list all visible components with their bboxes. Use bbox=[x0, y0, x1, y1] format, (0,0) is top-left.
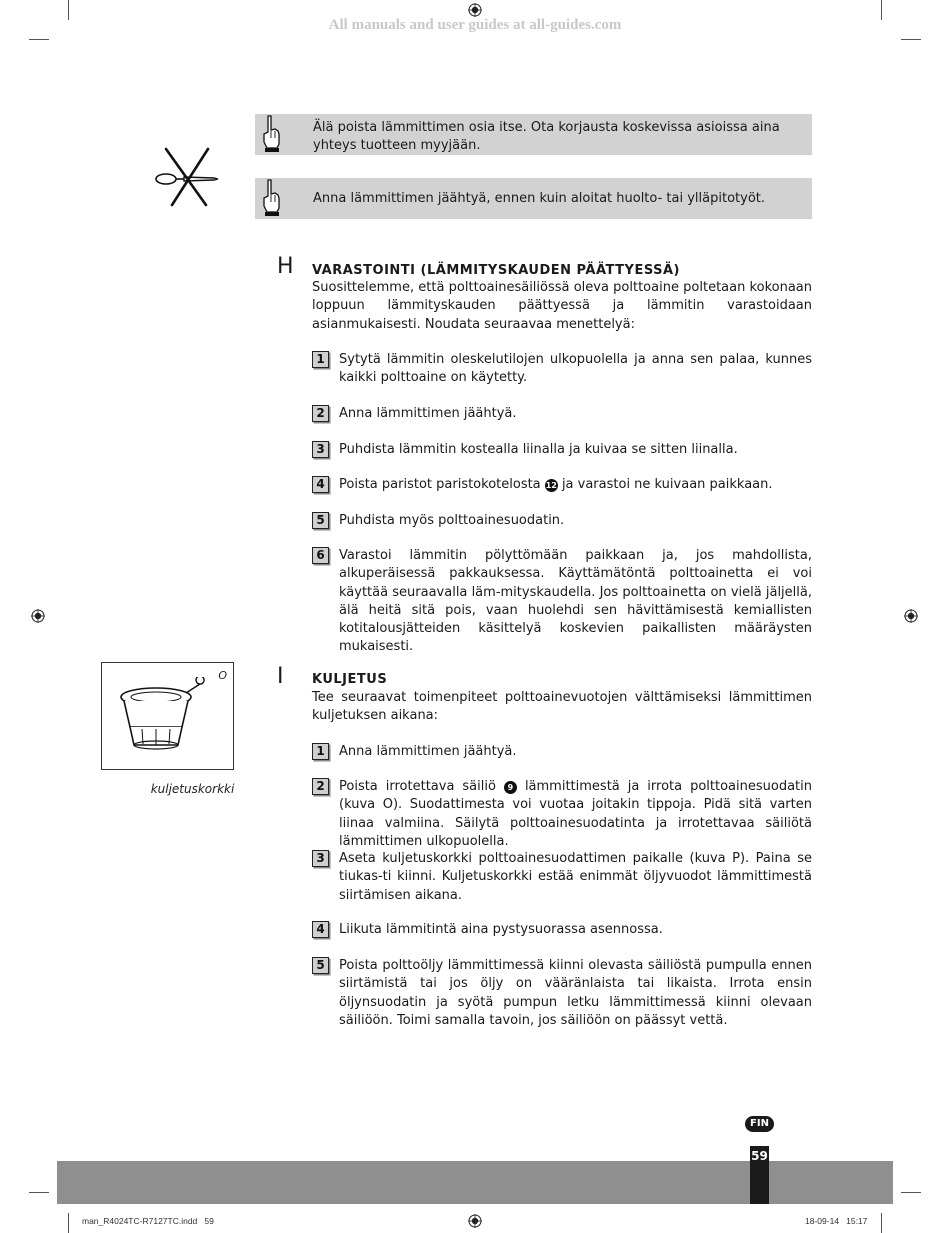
crop-mark bbox=[881, 1213, 882, 1233]
step-number: 3 bbox=[312, 441, 329, 458]
print-slug-file: man_R4024TC-R7127TC.indd 59 bbox=[82, 1216, 214, 1226]
crop-mark bbox=[29, 1192, 49, 1193]
pointing-hand-icon bbox=[259, 114, 283, 154]
step-number: 3 bbox=[312, 850, 329, 867]
pointing-hand-icon bbox=[259, 178, 283, 218]
step-number: 6 bbox=[312, 547, 329, 564]
step-text: Puhdista myös polttoainesuodatin. bbox=[339, 513, 565, 528]
step-text: Anna lämmittimen jäähtyä. bbox=[339, 406, 517, 421]
crop-mark bbox=[68, 1213, 69, 1233]
transport-cap-icon bbox=[116, 677, 212, 761]
step-number: 1 bbox=[312, 743, 329, 760]
notice-text: Älä poista lämmittimen osia itse. Ota korjausta koskevissa asioissa aina yhteys tuotteen myyjään. bbox=[313, 120, 780, 153]
step-number: 2 bbox=[312, 778, 329, 795]
print-slug-date: 18-09-14 15:17 bbox=[805, 1216, 868, 1226]
step-text: Liikuta lämmitintä aina pystysuorassa asennossa. bbox=[339, 922, 663, 937]
registration-mark-icon bbox=[31, 609, 45, 623]
language-badge: FIN bbox=[745, 1116, 774, 1132]
section-title: VARASTOINTI (LÄMMITYSKAUDEN PÄÄTTYESSÄ) bbox=[312, 263, 680, 278]
step-text: Sytytä lämmitin oleskelutilojen ulkopuolella ja anna sen palaa, kunnes kaikki polttoaine on käytetty. bbox=[339, 352, 812, 386]
step-text-part: ja varastoi ne kuivaan paikkaan. bbox=[561, 477, 773, 492]
step-number: 2 bbox=[312, 405, 329, 422]
crop-mark bbox=[29, 39, 49, 40]
crop-mark bbox=[901, 1192, 921, 1193]
step-number: 4 bbox=[312, 921, 329, 938]
warning-notice bbox=[255, 114, 812, 155]
crop-mark bbox=[901, 39, 921, 40]
step-text bbox=[339, 476, 812, 494]
section-intro: Suosittelemme, että polttoainesäiliössä oleva polttoaine poltetaan kokonaan loppuun lämmityskauden päättyessä ja lämmitin varastoidaan asianmukaisesti. Noudata seuraavaa menettelyä: bbox=[312, 280, 812, 332]
step-text: Varastoi lämmitin pölyttömään paikkaan ja, jos mahdollista, alkuperäisessä pakkauksessa. Käyttämätöntä polttoainetta ei voi käyttää seuraavalla läm-mityskaudella. Jos polttoainetta on vielä jäljellä, älä heitä sitä pois, vaan huolehdi sen hävittämisestä kemiallisten kotitalousjätteiden käsittelyä koskevien paikallisten määräysten mukaisesti. bbox=[339, 548, 812, 655]
watermark: All manuals and user guides at all-guides.com bbox=[328, 17, 622, 33]
section-letter: H bbox=[277, 254, 294, 279]
step-number: 4 bbox=[312, 476, 329, 493]
reference-number-badge: 12 bbox=[545, 481, 557, 490]
step-text-part: Poista paristot paristokotelosta bbox=[339, 477, 541, 492]
page-number: 59 bbox=[750, 1146, 769, 1204]
step-text: Aseta kuljetuskorkki polttoainesuodattimen paikalle (kuva P). Paina se tiukas-ti kiinni. Kuljetuskorkki estää enimmät öljyvuodot lämmittimestä siirtämisen aikana. bbox=[339, 851, 812, 903]
step-text bbox=[339, 778, 812, 851]
figure-caption: kuljetuskorkki bbox=[150, 782, 235, 796]
notice-text: Anna lämmittimen jäähtyä, ennen kuin aloitat huolto- tai ylläpitotyöt. bbox=[313, 191, 766, 206]
no-screwdriver-icon bbox=[152, 145, 220, 209]
registration-mark-icon bbox=[468, 3, 482, 17]
section-intro: Tee seuraavat toimenpiteet polttoainevuotojen välttämiseksi lämmittimen kuljetuksen aikana: bbox=[312, 690, 812, 724]
reference-number-badge: 9 bbox=[504, 781, 517, 794]
step-number: 5 bbox=[312, 512, 329, 529]
figure-o bbox=[101, 662, 234, 770]
step-text-part: Poista irrotettava säiliö bbox=[339, 779, 496, 794]
registration-mark-icon bbox=[904, 609, 918, 623]
step-number: 5 bbox=[312, 957, 329, 974]
step-text: Puhdista lämmitin kostealla liinalla ja kuivaa se sitten liinalla. bbox=[339, 442, 738, 457]
warning-notice bbox=[255, 178, 812, 219]
step-number: 1 bbox=[312, 351, 329, 368]
registration-mark-icon bbox=[468, 1214, 482, 1228]
step-text-part: lämmittimestä ja irrota polttoainesuodatin (kuva O). Suodattimesta voi vuotaa joitakin tippoja. Pidä sitä varten liinaa valmiina. Säilytä polttoainesuodatinta ja irrotettavaa säiliötä lämmittimen ulkopuolella. bbox=[339, 779, 813, 849]
section-letter: I bbox=[277, 664, 284, 689]
section-title: KULJETUS bbox=[312, 672, 388, 687]
step-text: Poista polttoöljy lämmittimessä kiinni olevasta säiliöstä pumpulla ennen siirtämistä tai jos öljy on vääränlaista tai likaista. Irrota ensin öljynsuodatin ja syötä pumpun letku lämmittimessä kiinni olevaan säiliöön. Toimi samalla tavoin, jos säiliöön on päässyt vettä. bbox=[339, 958, 812, 1028]
figure-label: O bbox=[218, 669, 227, 682]
step-text: Anna lämmittimen jäähtyä. bbox=[339, 744, 517, 759]
